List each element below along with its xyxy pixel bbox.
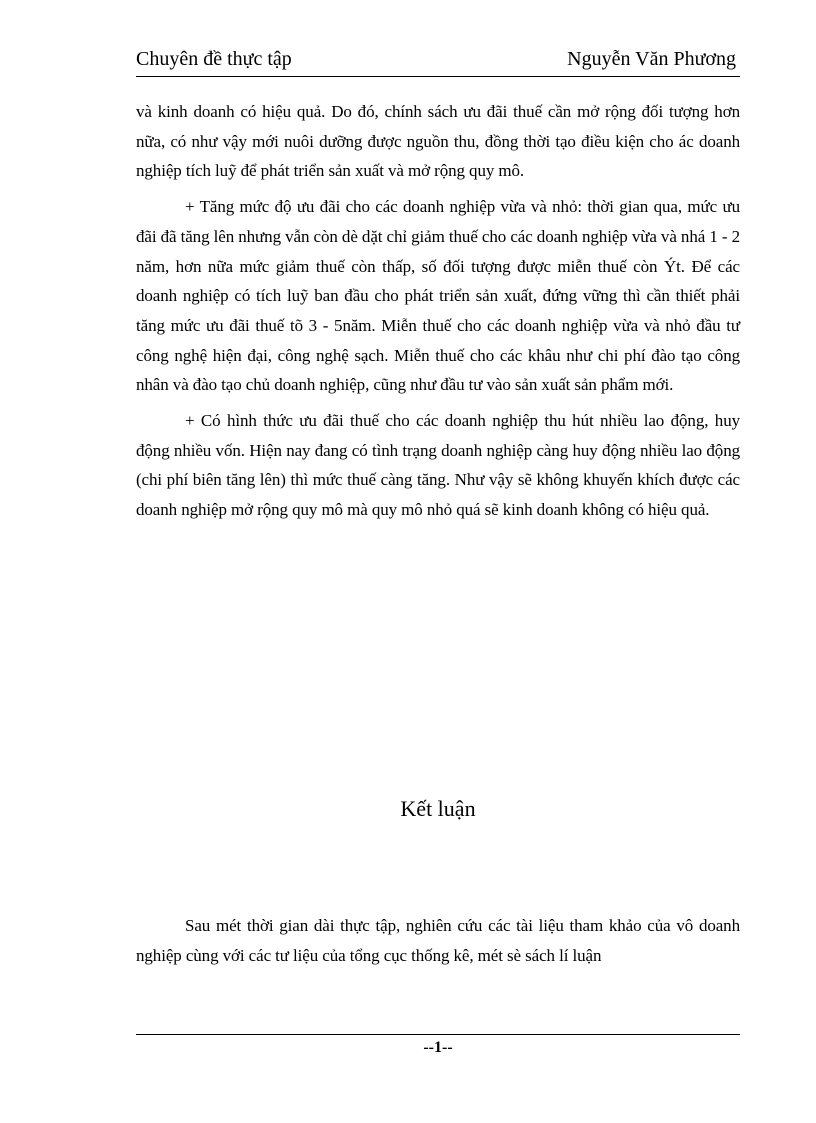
page-header: [136, 48, 740, 77]
page-number: --1--: [423, 1039, 453, 1056]
paragraph-incentive-small-business: + Tăng mức độ ưu đãi cho các doanh nghiệp vừa và nhỏ: thời gian qua, mức ưu đãi đã tăng lên nhưng vẫn còn dè dặt chỉ giảm thuế cho các doanh nghiệp vừa và nhá 1 - 2 năm, hơn nữa mức giảm thuế còn thấp, số đối tượng được miễn thuế còn Ýt. Để các doanh nghiệp có tích luỹ ban đầu cho phát triển sản xuất, đứng vững thì cần thiết phải tăng mức ưu đãi thuế tõ 3 - 5năm. Miễn thuế cho các doanh nghiệp vừa và nhỏ đầu tư công nghệ hiện đại, công nghệ sạch. Miễn thuế cho các khâu như chi phí đào tạo công nhân và đào tạo chủ doanh nghiệp, cũng như đầu tư vào sản xuất sản phẩm mới.: [136, 197, 740, 395]
paragraph-conclusion: Sau mét thời gian dài thực tập, nghiên cứu các tài liệu tham khảo của vô doanh nghiệp cùng với các tư liệu của tổng cục thống kê, mét sè sách lí luận: [136, 916, 740, 965]
paragraph-continuation: và kinh doanh có hiệu quả. Do đó, chính sách ưu đãi thuế cần mở rộng đối tượng hơn nữa, có như vậy mới nuôi dưỡng được nguồn thu, đồng thời tạo điều kiện cho ác doanh nghiệp tích luỹ để phát triển sản xuất và mở rộng quy mô.: [136, 102, 740, 181]
paragraph-incentive-labor: + Có hình thức ưu đãi thuế cho các doanh nghiệp thu hút nhiều lao động, huy động nhiều vốn. Hiện nay đang có tình trạng doanh nghiệp càng huy động nhiều lao động (chi phí biên tăng lên) thì mức thuế càng tăng. Như vậy sẽ không khuyến khích được các doanh nghiệp mở rộng quy mô mà quy mô nhỏ quá sẽ kinh doanh không có hiệu quả.: [136, 411, 740, 520]
conclusion-body-text: [136, 911, 740, 976]
main-body-text: [136, 97, 740, 531]
footer-divider: [136, 1034, 740, 1035]
header-document-title: Chuyên đề thực tập: [136, 48, 292, 70]
header-author-name: Nguyễn Văn Phương: [567, 48, 736, 70]
section-title: Kết luận: [400, 796, 476, 821]
